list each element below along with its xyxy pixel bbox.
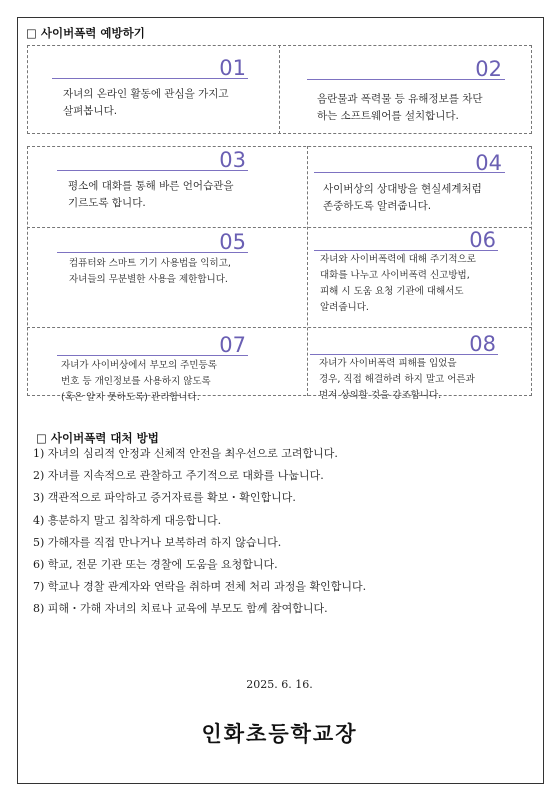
response-title: □ 사이버폭력 대처 방법 [36, 431, 159, 445]
number-underline [307, 79, 505, 80]
number-underline [314, 250, 498, 251]
prevention-item-text: 음란물과 폭력물 등 유해정보를 차단 하는 소프트웨어를 설치합니다. [317, 93, 483, 122]
response-item: 3) 객관적으로 파악하고 증거자료를 확보・확인합니다. [33, 491, 296, 505]
prevention-item-text: 사이버상의 상대방을 현실세계처럼 존중하도록 알려줍니다. [323, 183, 482, 212]
number-underline [57, 355, 248, 356]
response-item: 8) 피해・가해 자녀의 치료나 교육에 부모도 함께 참여합니다. [33, 602, 328, 616]
response-item: 1) 자녀의 심리적 안정과 신체적 안전을 최우선으로 고려합니다. [33, 447, 338, 460]
response-item: 6) 학교, 전문 기관 또는 경찰에 도움을 요청합니다. [33, 558, 278, 572]
number-underline [310, 354, 498, 355]
number-underline [314, 172, 505, 173]
divider [307, 146, 308, 396]
response-item: 4) 흥분하지 말고 침착하게 대응합니다. [33, 513, 222, 527]
divider [27, 227, 532, 228]
divider [279, 45, 280, 134]
signature: 인화초등학교장 [201, 721, 358, 746]
number-underline [57, 252, 248, 253]
number-underline [52, 78, 248, 79]
prevention-item-text: 자녀의 온라인 활동에 관심을 가지고 살펴봅니다. [63, 88, 229, 117]
prevention-item-text: 컴퓨터와 스마트 기기 사용법을 익히고, 자녀들의 무분별한 사용을 제한합니다. [69, 258, 231, 285]
document-date: 2025. 6. 16. [246, 678, 313, 691]
item-number: 02 [475, 57, 502, 81]
prevention-item-text: 평소에 대화를 통해 바른 언어습관을 기르도록 합니다. [68, 180, 234, 209]
prevention-item-text: 자녀가 사이버폭력 피해를 입었을 경우, 직접 해결하려 하지 말고 어른과 먼저 상의할 것을 강조합니다. [319, 358, 475, 401]
response-item: 5) 가해자를 직접 만나거나 보복하려 하지 않습니다. [33, 535, 282, 549]
item-number: 03 [219, 148, 246, 172]
response-item: 2) 자녀를 지속적으로 관찰하고 주기적으로 대화를 나눕니다. [33, 469, 324, 483]
item-number: 08 [469, 332, 496, 356]
number-underline [57, 170, 248, 171]
response-list [33, 443, 523, 621]
prevention-title: □ 사이버폭력 예방하기 [26, 26, 145, 40]
prevention-item-text: 자녀가 사이버상에서 부모의 주민등록 번호 등 개인정보를 사용하지 않도록 (혹은 알지 못하도록) 관리합니다. [61, 360, 217, 403]
item-number: 05 [219, 230, 246, 254]
item-number: 06 [469, 228, 496, 252]
response-item: 7) 학교나 경찰 관계자와 연락을 취하며 전체 처리 과정을 확인합니다. [33, 580, 367, 594]
item-number: 04 [475, 151, 502, 175]
divider [27, 327, 532, 328]
prevention-item-text: 자녀와 사이버폭력에 대해 주기적으로 대화를 나누고 사이버폭력 신고방법, 피해 시 도움 요청 기관에 대해서도 알려줍니다. [320, 254, 476, 313]
item-number: 07 [219, 333, 246, 357]
item-number: 01 [219, 56, 246, 80]
